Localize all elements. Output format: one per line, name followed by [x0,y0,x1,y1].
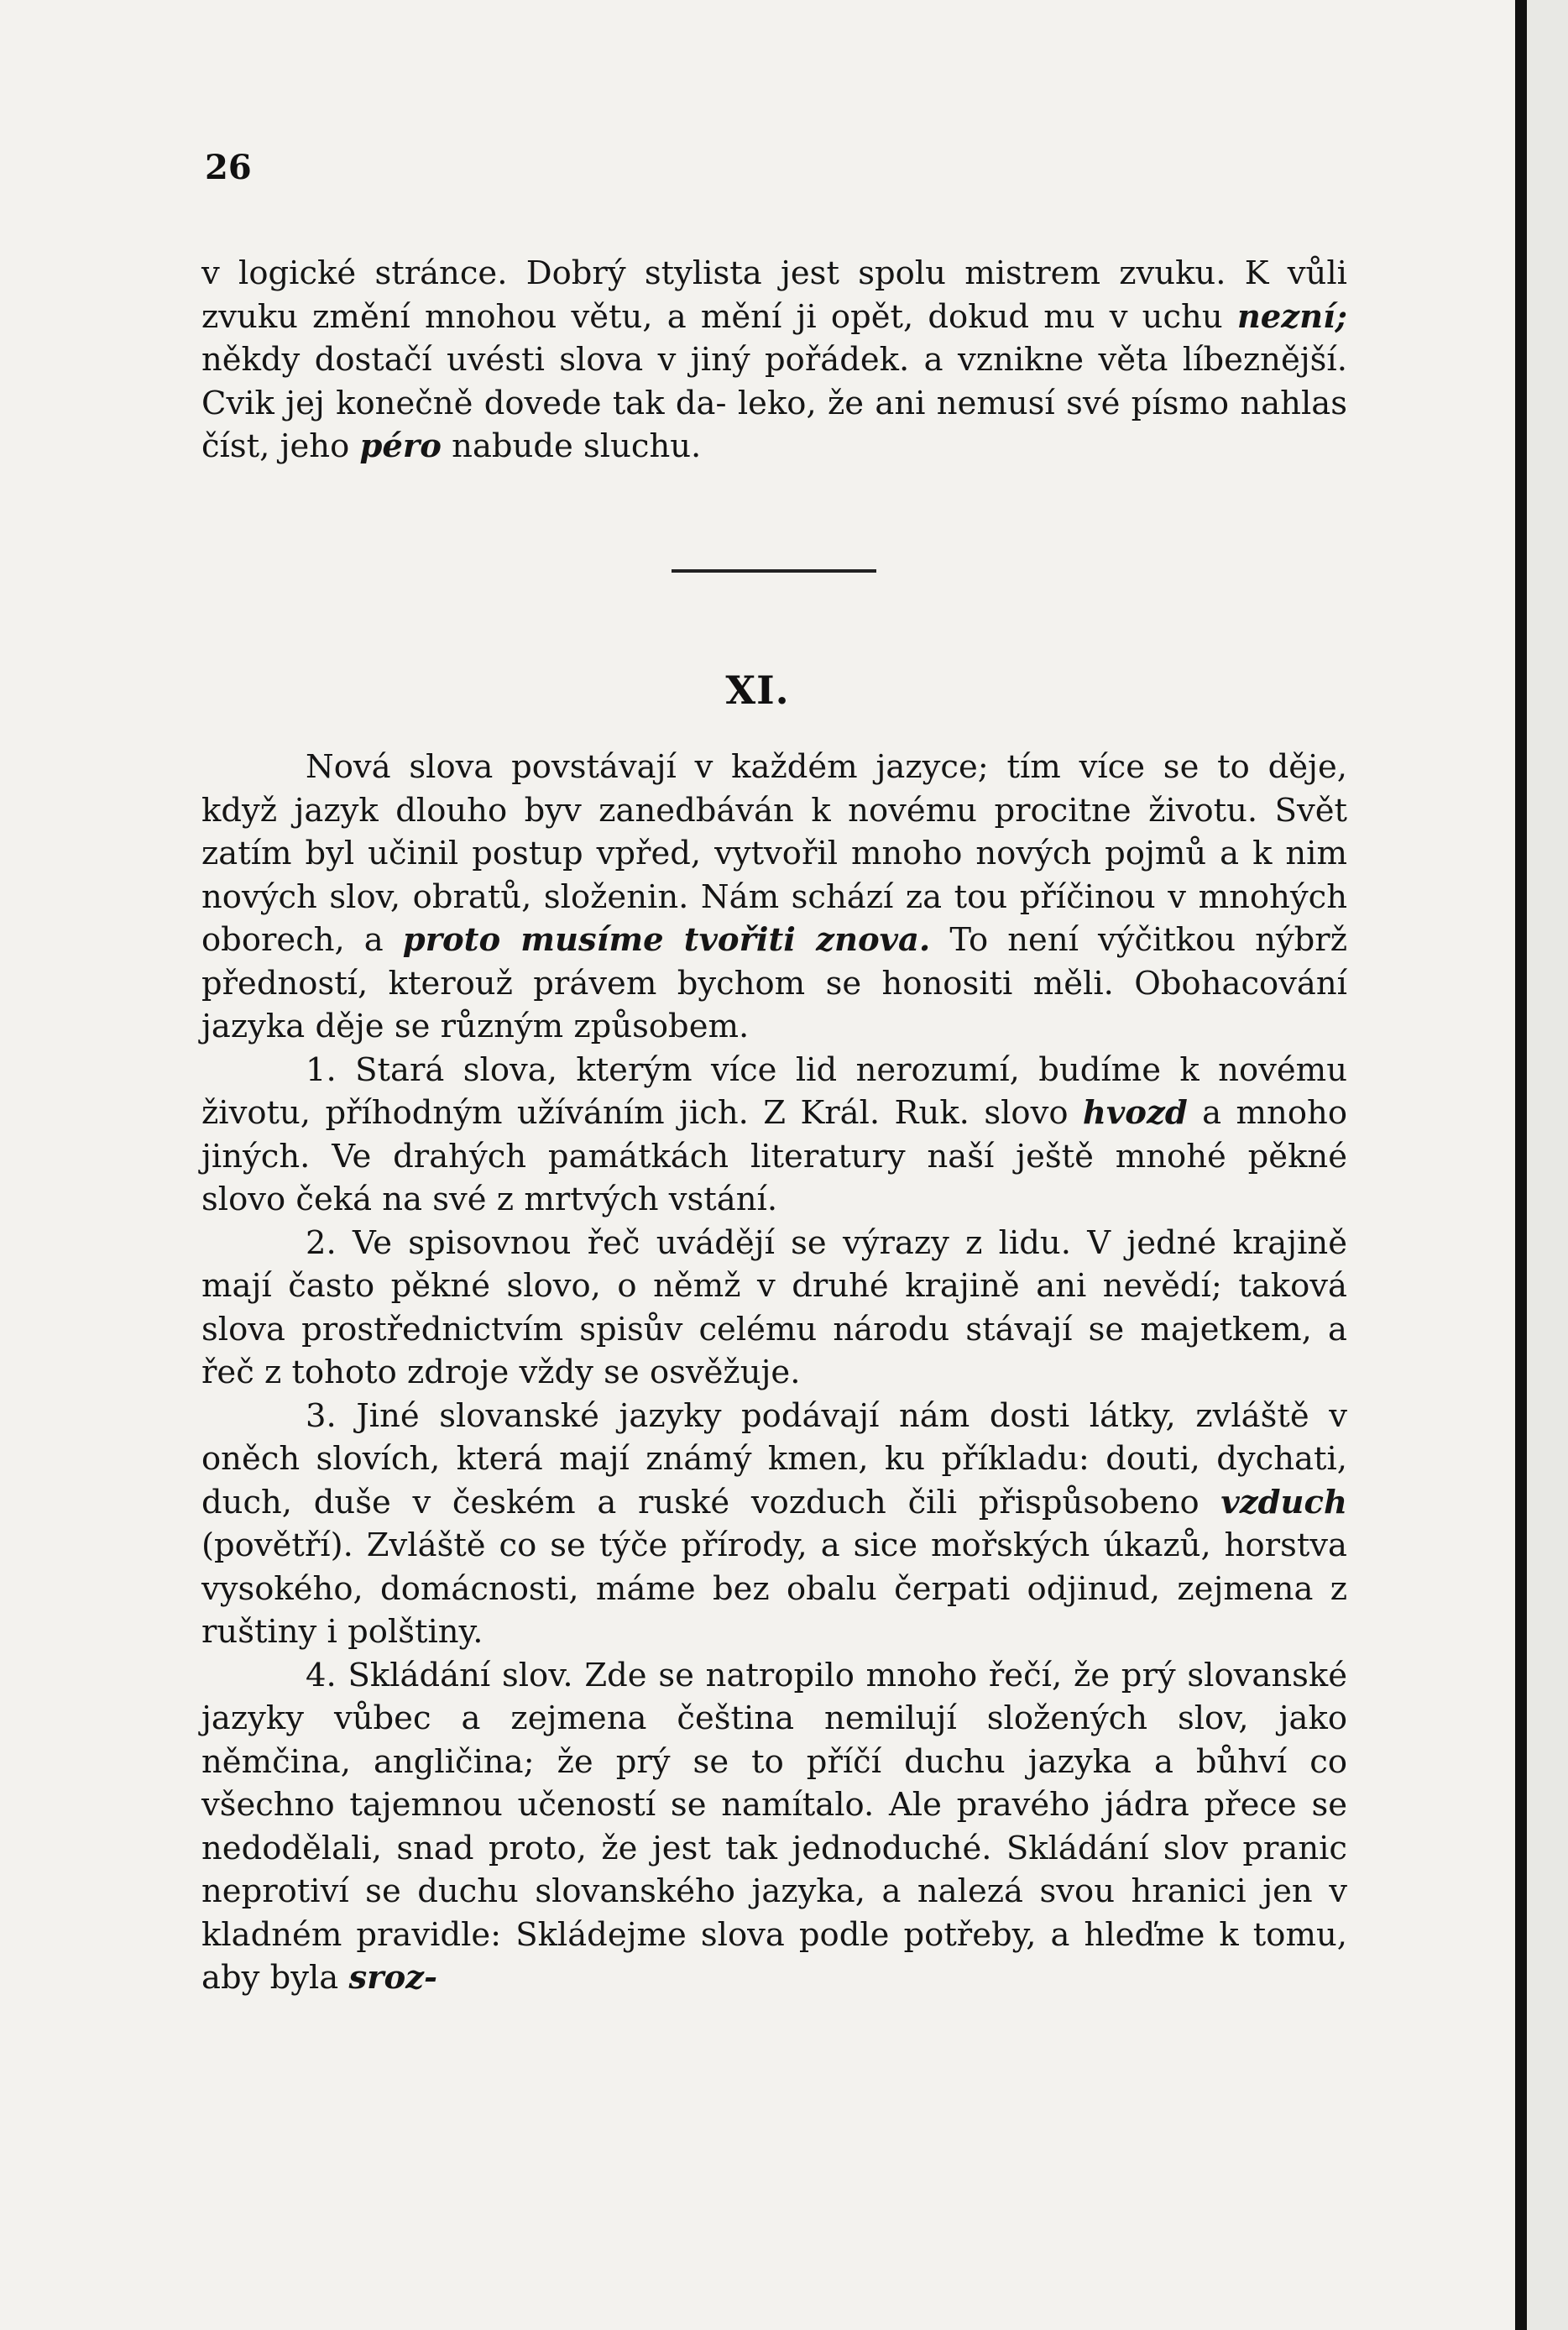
item-3-emph: vzduch [1220,1483,1347,1521]
item-2-text-a: 2. Ve spisovnou řeč uvádějí se výrazy z lidu. V jedné krajině mají často pěkné slovo, o němž v druhé krajině ani nevědí; taková slova prostřednictvím spisův celému národu stávají se majetkem, a řeč z tohoto zdroje vždy se osvěžuje. [201,1223,1347,1391]
item-3-text-a: 3. Jiné slovanské jazyky podávají nám dosti látky, zvláště v oněch slovích, která mají známý kmen, ku příkladu: douti, dychati, duch, duše v českém a ruské vozduch čili přispůsobeno [201,1396,1347,1521]
item-1-text-b: a mnoho jiných. Ve drahých památkách literatury naší ještě mnohé pěkné slovo čeká na své z mrtvých vstání. [201,1094,1347,1218]
section-divider [672,569,876,573]
top-line-5b: nabude [441,427,573,465]
top-line-1: v logické stránce. Dobrý stylista jest spolu mistrem zvuku. [201,254,1226,292]
intro-paragraph [201,746,1347,1049]
section-heading: XI. [725,668,790,713]
top-line-6: sluchu. [583,427,702,465]
top-line-4: a vznikne věta líbeznější. Cvik jej konečně dovede tak da- [201,341,1347,422]
top-emph-pero: péro [359,427,442,465]
page-margin-strip [1527,0,1568,2330]
item-1-emph: hvozd [1082,1094,1188,1132]
top-line-2: K vůli zvuku změní mnohou větu, a mění ji opět, dokud [201,254,1347,336]
page-binding-edge [1515,0,1527,2330]
item-4-emph: sroz- [348,1959,437,1997]
list-item-3 [201,1395,1347,1654]
item-4-text-a: 4. Skládání slov. Zde se natropilo mnoho řečí, že prý slovanské jazyky vůbec a zejmena čeština nemilují složených slov, jako němčina, angličina; že prý se to příčí duchu jazyka a bůhví co všechno tajemnou učeností se namítalo. Ale pravého jádra přece se nedodělali, snad proto, že jest tak jednoduché. Skládání slov pranic neprotiví se duchu slovanského jazyka, a nalezá svou hranici jen v kladném pravidle: Skládejme slova podle potřeby, a hleďme k tomu, aby byla [201,1656,1347,1997]
list-item-2 [201,1222,1347,1395]
top-line-3a: mu v uchu [1043,297,1237,336]
intro-emph: proto musíme tvořiti znova. [402,921,931,959]
top-line-5a: leko, že ani nemusí své písmo nahlas číst, jeho [201,384,1347,465]
list-item-4 [201,1654,1347,2000]
top-line-3b: někdy dostačí uvésti slova v jiný pořádek. [201,341,910,379]
top-paragraph [201,252,1347,469]
section-body [201,746,1347,2000]
item-3-text-b: (povětří). Zvláště co se týče přírody, a sice mořských úkazů, horstva vysokého, domácnosti, máme bez obalu čerpati odjinud, zejmena z ruštiny i polštiny. [201,1526,1347,1651]
page-number: 26 [205,148,252,187]
top-emph-nezni: nezní; [1236,297,1347,336]
item-1-text-a: 1. Stará slova, kterým více lid nerozumí, budíme k novému životu, příhodným užíváním jich. Z Král. Ruk. slovo [201,1050,1347,1132]
intro-text-a: Nová slova povstávají v každém jazyce; tím více se to děje, když jazyk dlouho byv zanedbáván k novému procitne životu. Svět zatím byl učinil postup vpřed, vytvořil mnoho nových pojmů a k nim nových slov, obratů, složenin. Nám schází za tou příčinou v mnohých oborech, a [201,748,1347,959]
list-item-1 [201,1049,1347,1222]
intro-text-b: To není výčitkou nýbrž předností, kterouž právem bychom se honositi měli. Obohacování jazyka děje se různým způsobem. [201,921,1347,1045]
